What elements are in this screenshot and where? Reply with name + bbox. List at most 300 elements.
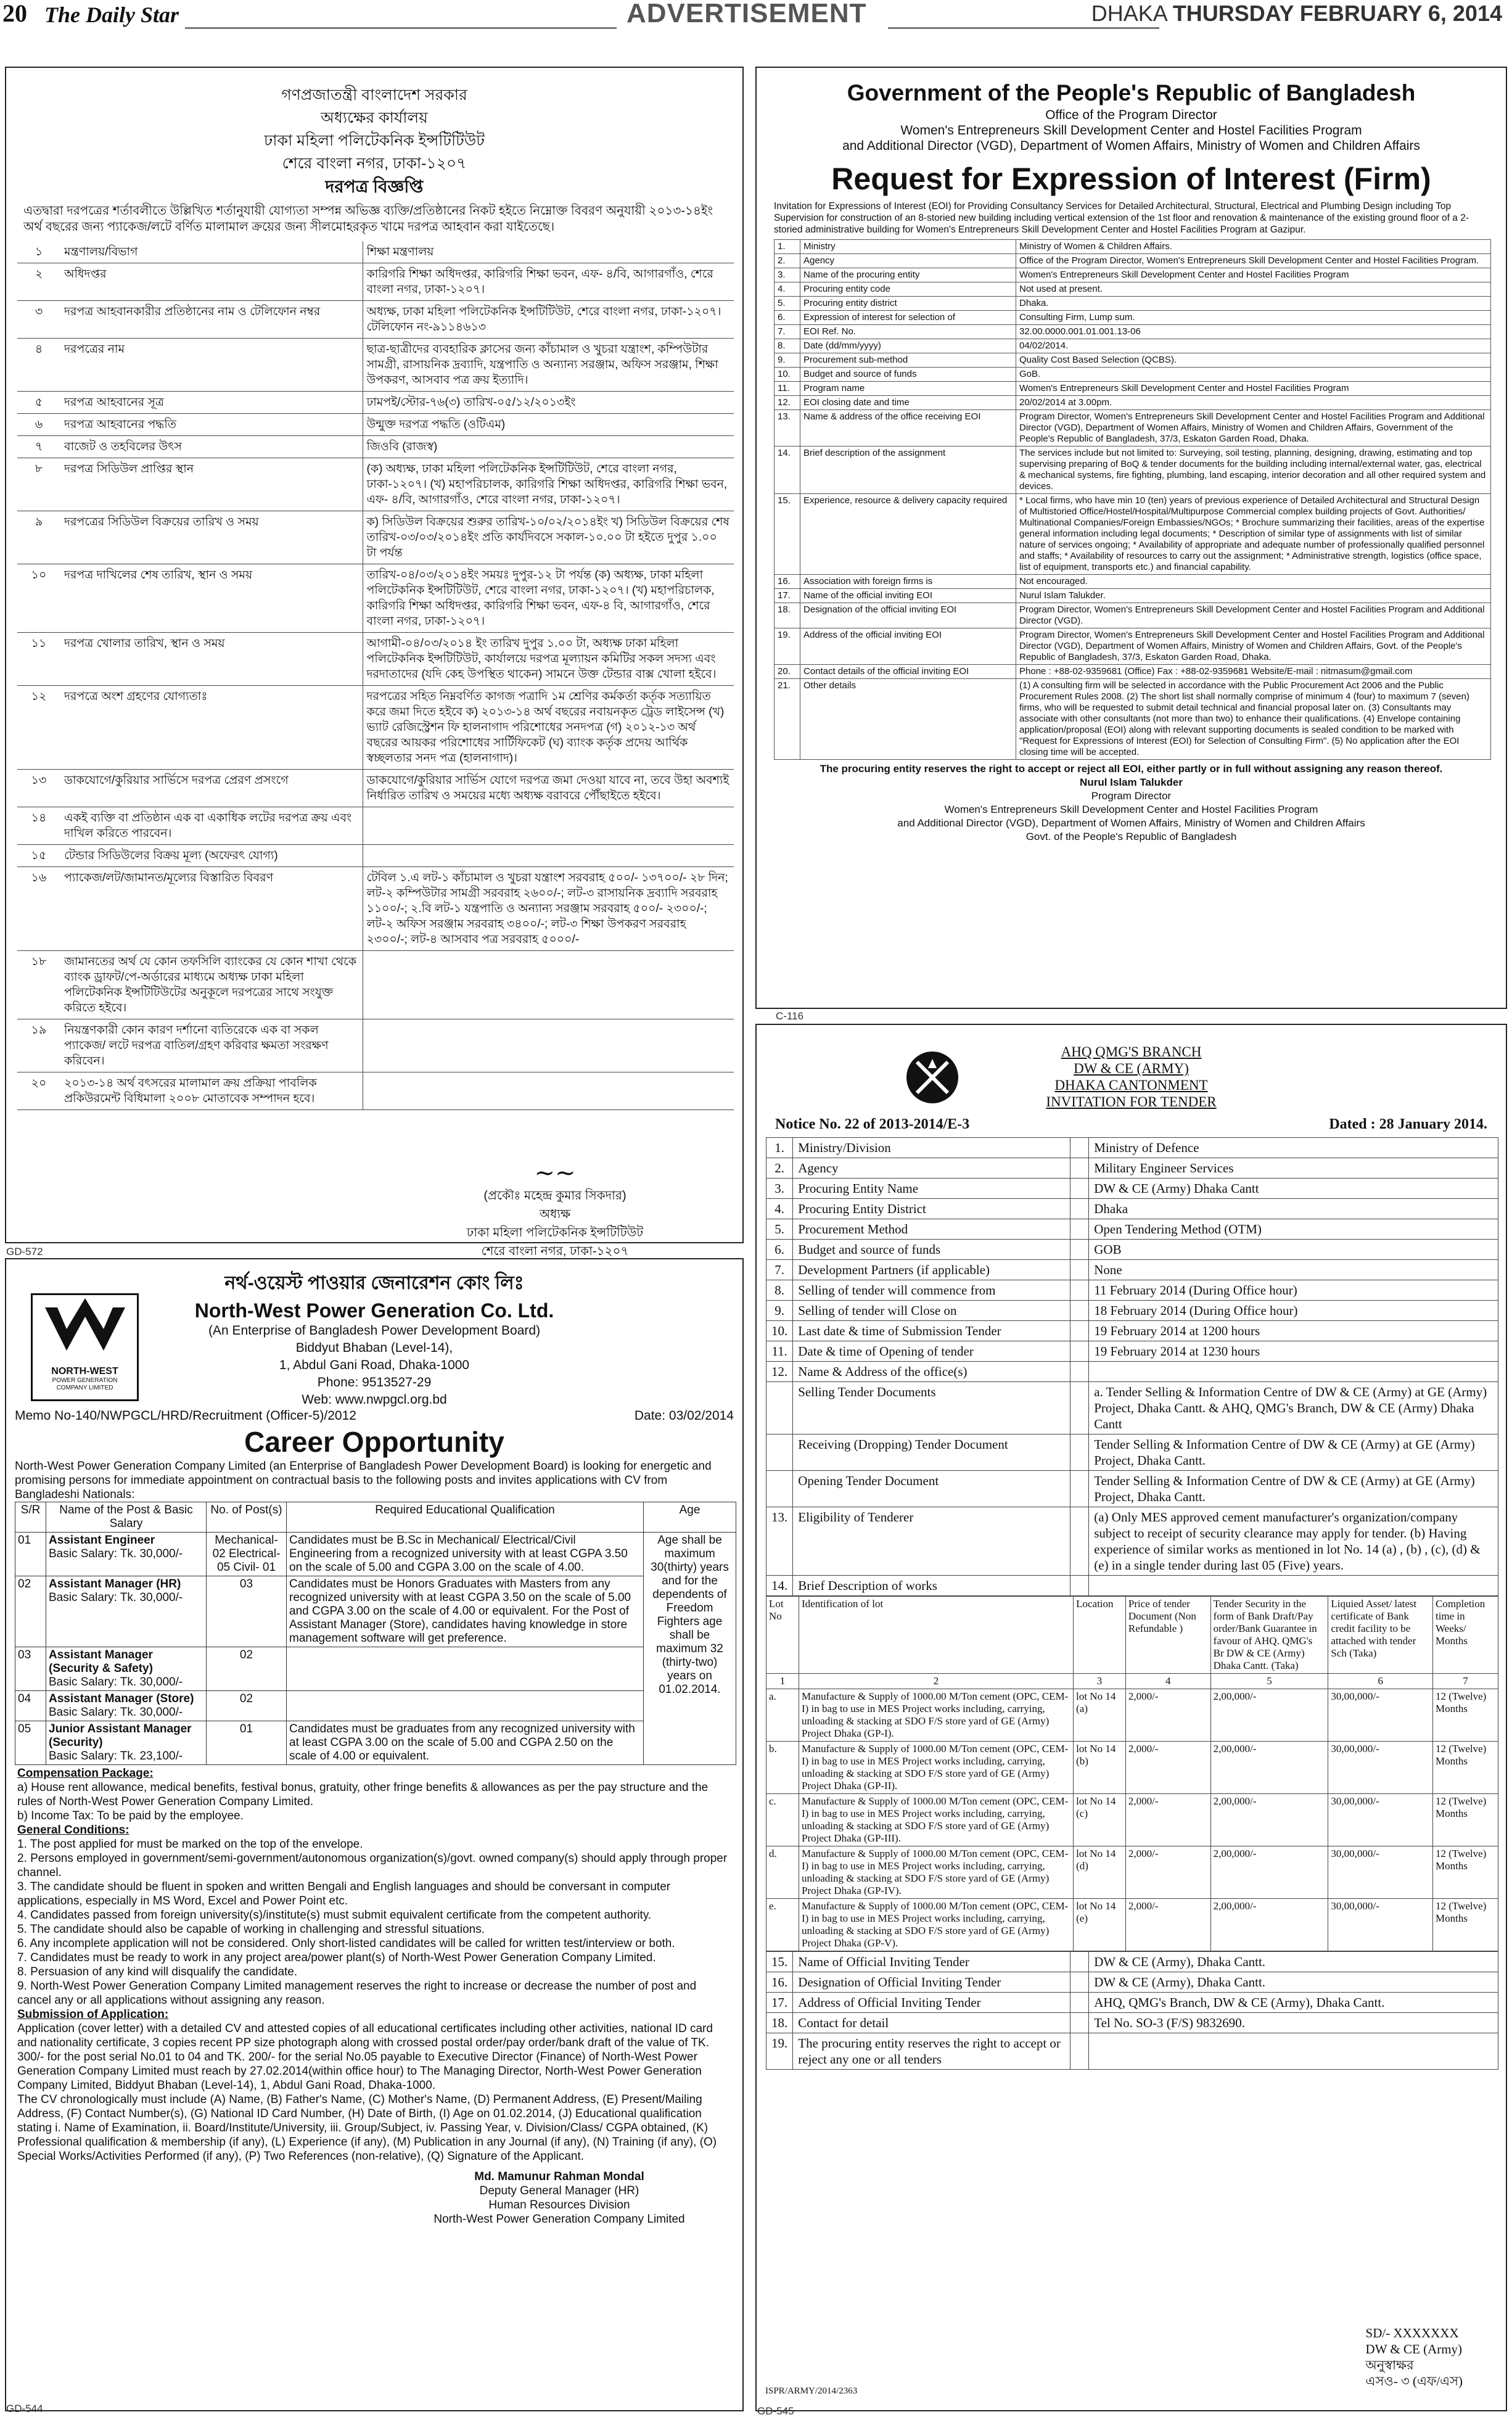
row-value: কারিগরি শিক্ষা অধিদপ্তর, কারিগরি শিক্ষা ভবন, এফ- ৪/বি, আগারগাঁও, শেরে বাংলা নগর, ঢাকা-১২০৭। bbox=[363, 263, 734, 301]
row-value: 20/02/2014 at 3.00pm. bbox=[1016, 396, 1491, 410]
row-number: 15. bbox=[766, 1952, 793, 1972]
row-number: 16. bbox=[766, 1972, 793, 1993]
eoi-intro: Invitation for Expressions of Interest (EOI) for Providing Consultancy Services for Detailed Architectural, Structural, Electrical and Plumbing Design including Top Supervision for construction of an 8-storied new building including vertical extension of the 1st floor and renovation & maintenance of the existing ground floor of a 2-storied administrative building for Women's Entrepreneurs Skill Development Center and Hostel Facilities Program at Gazipur. bbox=[774, 201, 1469, 235]
lot-id: c. bbox=[766, 1794, 799, 1846]
lot-row bbox=[766, 1899, 1498, 1951]
row-colon bbox=[1070, 1434, 1089, 1471]
row-label: Address of Official Inviting Tender bbox=[793, 1993, 1070, 2013]
row-value bbox=[363, 951, 734, 1019]
army-header: AHQ QMG'S BRANCH DW & CE (ARMY) DHAKA CANTONMENT INVITATION FOR TENDER bbox=[1046, 1044, 1217, 1109]
row-value: Tel No. SO-3 (F/S) 9832690. bbox=[1089, 2013, 1498, 2033]
page-number: 20 bbox=[2, 0, 27, 27]
row-number: 12. bbox=[774, 396, 800, 410]
post-salary: Basic Salary: Tk. 30,000/- bbox=[49, 1676, 183, 1689]
lot-liq: 30,00,000/- bbox=[1328, 1846, 1433, 1899]
row-value bbox=[363, 807, 734, 845]
row-label: Agency bbox=[793, 1158, 1070, 1179]
lot-col-number: 5 bbox=[1210, 1674, 1328, 1689]
lot-loc: lot No 14 (a) bbox=[1074, 1689, 1126, 1742]
lot-price: 2,000/- bbox=[1125, 1689, 1210, 1742]
post-salary: Basic Salary: Tk. 30,000/- bbox=[49, 1591, 183, 1604]
row-label: দরপত্রের সিডিউল বিক্রয়ের তারিখ ও সময় bbox=[60, 511, 363, 564]
lot-sec: 2,00,000/- bbox=[1210, 1794, 1328, 1846]
row-value: Program Director, Women's Entrepreneurs Skill Development Center and Hostel Facilities Program and Additional Director (VGD), Department of Women Affairs, Ministry of Women and Children Affairs, Govt. of the People's Republic of Bangladesh, 37/3, Eskaton Garden Road, Dhaka. bbox=[1016, 628, 1491, 665]
post-salary: Basic Salary: Tk. 23,100/- bbox=[49, 1750, 183, 1763]
nwpgcl-logo bbox=[31, 1293, 139, 1401]
post-sr: 04 bbox=[15, 1691, 46, 1721]
post-row bbox=[15, 1691, 736, 1721]
nw-body: Compensation Package: a) House rent allowance, medical benefits, festival bonus, gratuity, other fringe benefits & allowances as per the pay structure and the rules of North-West Power Generation Company Limited. b) Income Tax: To be paid by the employee. General Conditions: 1. The post applied for must be marked on the top of the envelope. 2. Persons employed in government/semi-government/autonomous organization(s)/govt. owned company(s) should apply through proper channel. 3. The candidate should be fluent in spoken and written Bengali and English languages and should be conversant in computer applications, especially in MS Word, Excel and Power Point etc. 4. Candidates passed from foreign university(s)/institute(s) must submit equivalent certificate from the competent authority. 5. The candidate should also be capable of working in challenging and stressful situations. 6. Any incomplete application will not be considered. Only short-listed candidates will be called for written test/interview or both. 7. Candidates must be ready to work in any project area/power plant(s) of North-West Power Generation Company Limited. 8. Persuasion of any kind will disqualify the candidate. 9. North-West Power Generation Company Limited management reserves the right to increase or decrease the number of post and cancel any or all applications without assigning any reason. Submission of Application: Application (cover letter) with a detailed CV and attested copies of all educational certificates including other activities, national ID card and nationality certificate, 3 copies recent PP size photograph along with crossed postal order/pay order/bank draft of the value of TK. 300/- for the post serial No.01 to 04 and TK. 200/- for the serial No.05 payable to Executive Director (Finance) of North-West Power Generation Company Limited must reach by 27.02.2014(within office hour) to The Managing Director, North-West Power Generation Company Limited, Biddyut Bhaban (Level-14), 1, Abdul Gani Road, Dhaka-1000. The CV chronologically must include (A) Name, (B) Father's Name, (C) Mother's Name, (D) Permanent Address, (E) Present/Mailing Address, (F) Contact Number(s), (G) National ID Card Number, (H) Date of Birth, (I) Age on 01.02.2014, (J) Educational qualification stating i. Name of Examination, ii. Board/Institute/University, iii. Group/Subject, iv. Passing Year, v. Division/Class/ CGPA obtained, (K) Professional qualification & membership (if any), (L) Experience (if any), (M) Publication in any Journal (if any), (N) Training (if any), (O) Special Works/Activities Performed (if any), (P) Two References (non-relative), (Q) Signature of the Applicant. Md. Mamunur Rahman Mondal Deputy General Manager (HR) Human Resources Division North-West Power Generation Company Limited bbox=[6, 1765, 742, 2228]
lot-time: 12 (Twelve) Months bbox=[1432, 1742, 1498, 1794]
army-notice: Notice No. 22 of 2013-2014/E-3 Dated : 28 January 2014. bbox=[775, 1116, 1487, 1132]
table-row bbox=[17, 845, 734, 867]
post-name bbox=[46, 1691, 207, 1721]
newspaper-name: The Daily Star bbox=[44, 2, 179, 27]
nw-memo: Memo No-140/NWPGCL/HRD/Recruitment (Officer-5)/2012 Date: 03/02/2014 bbox=[15, 1409, 734, 1423]
row-value: AHQ, QMG's Branch, DW & CE (Army), Dhaka Cantt. bbox=[1089, 1993, 1498, 2013]
row-label: টেন্ডার সিডিউলের বিক্রয় মূল্য (অফেরৎ যোগ্য) bbox=[60, 845, 363, 867]
row-label: দরপত্র দাখিলের শেষ তারিখ, স্থান ও সময় bbox=[60, 564, 363, 633]
lot-desc: Manufacture & Supply of 1000.00 M/Ton cement (OPC, CEM-I) in bag to use in MES Project works including, carrying, unloading & stacking at SDO F/S store yard of GE (Army) Project Dhaka (GP-V). bbox=[799, 1899, 1073, 1951]
lot-price: 2,000/- bbox=[1125, 1742, 1210, 1794]
row-number: ৫ bbox=[17, 392, 60, 414]
cond-item: 5. The candidate should also be capable of working in challenging and stressful situations. bbox=[17, 1923, 485, 1936]
lot-col-number: 2 bbox=[799, 1674, 1073, 1689]
eoi-signer: Nurul Islam Talukder bbox=[1080, 776, 1183, 788]
row-colon bbox=[1070, 1199, 1089, 1219]
row-label: Brief Description of works bbox=[793, 1576, 1070, 1596]
nw-memo-date: Date: 03/02/2014 bbox=[634, 1409, 734, 1423]
lot-col-number: 1 bbox=[766, 1674, 799, 1689]
row-number: 10. bbox=[774, 368, 800, 382]
row-value: তারিখ-০৪/০৩/২০১৪ইং সময়ঃ দুপুর-১২ টা পর্যন্ত (ক) অধ্যক্ষ, ঢাকা মহিলা পলিটেকনিক ইন্সটিটিউট, শেরে বাংলা নগর, ঢাকা-১২০৭। (খ) মহাপরিচালক, কারিগরি শিক্ষা অধিদপ্তর, কারিগরি শিক্ষা ভবন, এফ-৪ বি, আগারগাঁও, শেরে বাংলা নগর, ঢাকা-১২০৭। bbox=[363, 564, 734, 633]
row-label: Procuring Entity Name bbox=[793, 1179, 1070, 1199]
row-value: Dhaka bbox=[1089, 1199, 1498, 1219]
post-sr: 05 bbox=[15, 1721, 46, 1765]
col-header: Name of the Post & Basic Salary bbox=[46, 1502, 207, 1533]
row-number: ৯ bbox=[17, 511, 60, 564]
table-row bbox=[766, 1341, 1498, 1362]
table-row bbox=[766, 2013, 1498, 2033]
row-number: ১৫ bbox=[17, 845, 60, 867]
table-row bbox=[766, 1972, 1498, 1993]
eoi-sub: Women's Entrepreneurs Skill Development Center and Hostel Facilities Program bbox=[900, 123, 1362, 138]
table-row bbox=[774, 628, 1491, 665]
row-number: 20. bbox=[774, 665, 800, 679]
table-row bbox=[766, 1301, 1498, 1321]
row-number: 18. bbox=[766, 2013, 793, 2033]
row-number: 6. bbox=[766, 1240, 793, 1260]
table-row bbox=[17, 339, 734, 392]
lot-col-header: Price of tender Document (Non Refundable ) bbox=[1125, 1597, 1210, 1674]
row-label: Budget and source of funds bbox=[800, 368, 1016, 382]
row-number: 12. bbox=[766, 1362, 793, 1382]
eoi-sign-line: Women's Entrepreneurs Skill Development Center and Hostel Facilities Program bbox=[944, 804, 1318, 815]
row-colon bbox=[1070, 1138, 1089, 1158]
career-heading: Career Opportunity bbox=[244, 1426, 504, 1458]
row-colon bbox=[1070, 1471, 1089, 1507]
lot-time: 12 (Twelve) Months bbox=[1432, 1846, 1498, 1899]
row-number: ৪ bbox=[17, 339, 60, 392]
cond-item: 4. Candidates passed from foreign university(s)/institute(s) must submit equivalent certificate from the competent authority. bbox=[17, 1909, 652, 1922]
row-number: ১০ bbox=[17, 564, 60, 633]
eoi-sub: Office of the Program Director bbox=[1045, 108, 1217, 122]
lot-desc: Manufacture & Supply of 1000.00 M/Ton cement (OPC, CEM-I) in bag to use in MES Project works including, carrying, unloading & stacking at SDO F/S store yard of GE (Army) Project Dhaka (GP-II). bbox=[799, 1742, 1073, 1794]
row-number: ১৯ bbox=[17, 1019, 60, 1072]
post-qualification bbox=[287, 1691, 644, 1721]
lot-col-header: Lot No bbox=[766, 1597, 799, 1674]
row-colon bbox=[1070, 2013, 1089, 2033]
row-number: 4. bbox=[766, 1199, 793, 1219]
row-number: 9. bbox=[774, 353, 800, 368]
row-value: ছাত্র-ছাত্রীদের ব্যবহারিক ক্লাসের জন্য কাঁচামাল ও খুচরা যন্ত্রাংশ, কম্পিউটার সামগ্রী, রাসায়নিক দ্রব্যাদি, যন্ত্রপাতি ও অন্যান্য সরঞ্জাম, অফিস সরঞ্জাম, শিক্ষা উপকরণ, আসবাব পত্র ক্রয় ইত্যাদি। bbox=[363, 339, 734, 392]
row-label: Last date & time of Submission Tender bbox=[793, 1321, 1070, 1341]
lot-row bbox=[766, 1742, 1498, 1794]
row-number: 5. bbox=[774, 297, 800, 311]
table-row bbox=[774, 410, 1491, 447]
row-label: Brief description of the assignment bbox=[800, 447, 1016, 494]
bn-signature: ~~ (প্রকৌঃ মহেন্দ্র কুমার সিকদার) অধ্যক্ষ ঢাকা মহিলা পলিটেকনিক ইন্সটিটিউট শেরে বাংলা নগর, ঢাকা-১২০৭ bbox=[401, 1159, 709, 1261]
row-value: Office of the Program Director, Women's Entrepreneurs Skill Development Center and Hostel Facilities Program. bbox=[1016, 254, 1491, 268]
row-number: 17. bbox=[766, 1993, 793, 2013]
nw-signature: Md. Mamunur Rahman Mondal Deputy General Manager (HR) Human Resources Division North-West Power Generation Company Limited bbox=[433, 2170, 685, 2226]
row-value: Open Tendering Method (OTM) bbox=[1089, 1219, 1498, 1240]
table-row bbox=[774, 311, 1491, 325]
row-label: ডাকযোগে/কুরিয়ার সার্ভিসে দরপত্র প্রেরণ প্রসংগে bbox=[60, 770, 363, 807]
lot-liq: 30,00,000/- bbox=[1328, 1742, 1433, 1794]
col-header: No. of Post(s) bbox=[207, 1502, 287, 1533]
row-value: DW & CE (Army), Dhaka Cantt. bbox=[1089, 1972, 1498, 1993]
row-label: দরপত্র আহবানের পদ্ধতি bbox=[60, 414, 363, 436]
table-row bbox=[774, 575, 1491, 589]
row-number: 18. bbox=[774, 603, 800, 628]
comp-item: b) Income Tax: To be paid by the employee. bbox=[17, 1809, 244, 1822]
row-number: 13. bbox=[774, 410, 800, 447]
row-value: (1) A consulting firm will be selected in accordance with the Public Procurement Act 2006 and the Public Procurement Rules 2008. (2) The short list shall normally comprise of minimum 4 (four) to maximum 7 (seven) firms, who will be requested to submit detail technical and financial proposal later on. (3) Consultants may associate with other consultants (not more than two) to enhance their qualifications. (4) Envelope containing application/proposal (EOI) along with relevant supporting documents is sealed condition to be marked with "Request for Expressions of Interest (EOI) for Selection of Consulting Firm". (5) No application after the EOI closing time will be accepted. bbox=[1016, 679, 1491, 760]
row-label: দরপত্রের নাম bbox=[60, 339, 363, 392]
row-number: 8. bbox=[766, 1280, 793, 1301]
post-salary: Basic Salary: Tk. 30,000/- bbox=[49, 1547, 183, 1560]
row-label: Experience, resource & delivery capacity required bbox=[800, 494, 1016, 575]
row-value bbox=[363, 1072, 734, 1110]
post-name bbox=[46, 1533, 207, 1576]
table-row bbox=[766, 1158, 1498, 1179]
lot-time: 12 (Twelve) Months bbox=[1432, 1689, 1498, 1742]
row-label: Designation of the official inviting EOI bbox=[800, 603, 1016, 628]
table-row bbox=[17, 1019, 734, 1072]
lot-id: e. bbox=[766, 1899, 799, 1951]
row-label: অধিদপ্তর bbox=[60, 263, 363, 301]
table-row bbox=[17, 1072, 734, 1110]
row-label: Eligibility of Tenderer bbox=[793, 1507, 1070, 1576]
post-count: Mechanical- 02 Electrical- 05 Civil- 01 bbox=[207, 1533, 287, 1576]
row-value: Military Engineer Services bbox=[1089, 1158, 1498, 1179]
row-colon bbox=[1070, 1158, 1089, 1179]
table-row bbox=[17, 301, 734, 339]
row-number: 21. bbox=[774, 679, 800, 760]
row-number: 3. bbox=[774, 268, 800, 282]
row-label: EOI Ref. No. bbox=[800, 325, 1016, 339]
row-number: 16. bbox=[774, 575, 800, 589]
army-table-2 bbox=[766, 1951, 1498, 2070]
row-label: Name of Official Inviting Tender bbox=[793, 1952, 1070, 1972]
row-value: Dhaka. bbox=[1016, 297, 1491, 311]
row-label: The procuring entity reserves the right to accept or reject any one or all tenders bbox=[793, 2033, 1070, 2070]
row-value: GoB. bbox=[1016, 368, 1491, 382]
table-row bbox=[17, 807, 734, 845]
lot-table bbox=[766, 1596, 1498, 1951]
table-row bbox=[17, 564, 734, 633]
row-number: 15. bbox=[774, 494, 800, 575]
table-row bbox=[17, 511, 734, 564]
table-row bbox=[17, 867, 734, 951]
row-colon bbox=[1070, 1341, 1089, 1362]
table-row bbox=[774, 494, 1491, 575]
table-row bbox=[766, 1362, 1498, 1382]
row-value: Program Director, Women's Entrepreneurs Skill Development Center and Hostel Facilities Program and Additional Director (VGD). bbox=[1016, 603, 1491, 628]
row-colon bbox=[1070, 1219, 1089, 1240]
row-label: Date (dd/mm/yyyy) bbox=[800, 339, 1016, 353]
row-colon bbox=[1070, 1993, 1089, 2013]
table-row bbox=[766, 1507, 1498, 1576]
row-value: The services include but not limited to: Surveying, soil testing, planning, designing, drawing, estimating and top supervising preparing of BoQ & tender documents for the building including internal/external water, gas, electrical & mechanical systems, fire fighting, plumbing, land escaping, interior decoration and all other required system and devices. bbox=[1016, 447, 1491, 494]
lot-id: b. bbox=[766, 1742, 799, 1794]
nw-address: Biddyut Bhaban (Level-14), bbox=[295, 1341, 453, 1355]
row-value bbox=[1089, 1362, 1498, 1382]
row-number: 1. bbox=[766, 1138, 793, 1158]
row-number: 14. bbox=[774, 447, 800, 494]
lightning-w-icon bbox=[33, 1295, 137, 1363]
row-label: একই ব্যক্তি বা প্রতিষ্ঠান এক বা একাধিক লটের দরপত্র ক্রয় এবং দাখিল করিতে পারবেন। bbox=[60, 807, 363, 845]
eoi-table bbox=[774, 239, 1491, 760]
lot-id: a. bbox=[766, 1689, 799, 1742]
row-value: Program Director, Women's Entrepreneurs Skill Development Center and Hostel Facilities Program and Additional Director (VGD), Department of Women Affairs, Ministry of Women and Children Affairs, Government of the People's Republic of Bangladesh, 37/3, Eskaton Garden Road, Dhaka. bbox=[1016, 410, 1491, 447]
nw-intro: North-West Power Generation Company Limited (an Enterprise of Bangladesh Power Development Board) is looking for energetic and promising persons for immediate appointment on contractual basis to the following posts and invites applications with CV from Bangladeshi Nationals: bbox=[15, 1460, 712, 1501]
row-value: (a) Only MES approved cement manufacturer's organization/company subject to receipt of security clearance may apply for tender. (b) Having experience of similar works as mentioned in lot No. 14 (a) , (b) , (c), (d) & (e) in a single tender during last 05 (Five) years. bbox=[1089, 1507, 1498, 1576]
col-header: Required Educational Qualification bbox=[287, 1502, 644, 1533]
row-colon bbox=[1070, 2033, 1089, 2070]
lot-time: 12 (Twelve) Months bbox=[1432, 1899, 1498, 1951]
row-number: 5. bbox=[766, 1219, 793, 1240]
lot-desc: Manufacture & Supply of 1000.00 M/Ton cement (OPC, CEM-I) in bag to use in MES Project works including, carrying, unloading & stacking at SDO F/S store yard of GE (Army) Project Dhaka (GP-III). bbox=[799, 1794, 1073, 1846]
row-colon bbox=[1070, 1240, 1089, 1260]
nw-phone: Phone: 9513527-29 bbox=[317, 1375, 432, 1389]
table-row bbox=[766, 1240, 1498, 1260]
row-number bbox=[766, 1471, 793, 1507]
cond-item: 6. Any incomplete application will not be considered. Only short-listed candidates will be called for written test/interview or both. bbox=[17, 1937, 675, 1950]
table-row bbox=[17, 392, 734, 414]
row-label: প্যাকেজ/লট/জামানত/মূল্যের বিস্তারিত বিবরণ bbox=[60, 867, 363, 951]
army-tender-ad bbox=[755, 1024, 1507, 2411]
row-value: 11 February 2014 (During Office hour) bbox=[1089, 1280, 1498, 1301]
lot-liq: 30,00,000/- bbox=[1328, 1794, 1433, 1846]
lot-row bbox=[766, 1846, 1498, 1899]
lot-col-header: Identification of lot bbox=[799, 1597, 1073, 1674]
row-label: Ministry/Division bbox=[793, 1138, 1070, 1158]
row-label: বাজেট ও তহবিলের উৎস bbox=[60, 436, 363, 458]
row-colon bbox=[1070, 1260, 1089, 1280]
row-value: টেবিল ১.এ লট-১ কাঁচামাল ও খুচরা যন্ত্রাংশ সরবরাহ ৫০০/- ১৩৭০০/- ২৮ দিন; লট-২ কম্পিউটার সামগ্রী সরবরাহ ২৬০০/-; লট-৩ রাসায়নিক দ্রব্যাদি সরবরাহ ১১০০/-; ২.বি লট-১ যন্ত্রপাতি ও অন্যান্য সরঞ্জাম সরবরাহ ৫০০/- ২৩০০/-; লট-২ অফিস সরঞ্জাম সরবরাহ ৩৪০০/-; লট-৩ শিক্ষা উপকরণ সরবরাহ ২৩০০/-; লট-৪ আসবাব পত্র সরবরাহ ৫০০০/- bbox=[363, 867, 734, 951]
lot-col-header: Liquied Asset/ latest certificate of Bank credit facility to be attached with tender Sch (Taka) bbox=[1328, 1597, 1433, 1674]
col-header: Age bbox=[644, 1502, 736, 1533]
cond-item: 2. Persons employed in government/semi-government/autonomous organization(s)/govt. owned company(s) should apply through proper channel. bbox=[17, 1852, 728, 1879]
logo-text: COMPANY LIMITED bbox=[56, 1385, 113, 1391]
row-number: ২ bbox=[17, 263, 60, 301]
row-colon bbox=[1070, 1280, 1089, 1301]
table-row bbox=[774, 665, 1491, 679]
row-number: 7. bbox=[774, 325, 800, 339]
lot-time: 12 (Twelve) Months bbox=[1432, 1794, 1498, 1846]
lot-col-header: Completion time in Weeks/ Months bbox=[1432, 1597, 1498, 1674]
row-value: ডাকযোগে/কুরিয়ার সার্ভিস যোগে দরপত্র জমা দেওয়া যাবে না, তবে উহা অবশ্যই নির্ধারিত তারিখ ও সময়ের মধ্যে অধ্যক্ষ বরাবরে পৌঁছাইতে হইবে। bbox=[363, 770, 734, 807]
row-value: 04/02/2014. bbox=[1016, 339, 1491, 353]
row-value: শিক্ষা মন্ত্রণালয় bbox=[363, 241, 734, 263]
row-label: মন্ত্রণালয়/বিভাগ bbox=[60, 241, 363, 263]
eoi-sign-line: Govt. of the People's Republic of Bangladesh bbox=[1025, 831, 1237, 842]
row-label: নিয়ন্ত্রণকারী কোন কারণ দর্শানো ব্যতিরেকে এক বা সকল প্যাকেজ/ লটে দরপত্র বাতিল/গ্রহণ করিবার ক্ষমতা সংরক্ষণ করিবেন। bbox=[60, 1019, 363, 1072]
post-title: Assistant Manager (HR) bbox=[49, 1578, 181, 1591]
post-row bbox=[15, 1647, 736, 1691]
post-name bbox=[46, 1647, 207, 1691]
post-salary: Basic Salary: Tk. 30,000/- bbox=[49, 1706, 183, 1719]
row-value bbox=[363, 1019, 734, 1072]
post-title: Assistant Engineer bbox=[49, 1534, 155, 1547]
issue-date: DHAKA THURSDAY FEBRUARY 6, 2014 bbox=[1091, 1, 1502, 26]
post-sr: 01 bbox=[15, 1533, 46, 1576]
row-label: Opening Tender Document bbox=[793, 1471, 1070, 1507]
lot-col-header: Tender Security in the form of Bank Draft/Pay order/Bank Guarantee in favour of AHQ. QMG's Br DW & CE (Army) Dhaka Cantt. (Taka) bbox=[1210, 1597, 1328, 1674]
army-signature: SD/- XXXXXXX DW & CE (Army) অনুস্বাক্ষর এসও- ৩ (এফ/এস) bbox=[1365, 2326, 1463, 2389]
nw-web[interactable]: Web: www.nwpgcl.org.bd bbox=[302, 1393, 447, 1407]
row-value: (ক) অধ্যক্ষ, ঢাকা মহিলা পলিটেকনিক ইন্সটিটিউট, শেরে বাংলা নগর, ঢাকা-১২০৭। (খ) মহাপরিচালক, কারিগরি শিক্ষা অধিদপ্তর, কারিগরি শিক্ষা ভবন, এফ- ৪/বি, আগারগাঁও, শেরে বাংলা নগর, ঢাকা-১২০৭। bbox=[363, 458, 734, 511]
table-row bbox=[774, 447, 1491, 494]
row-number: 14. bbox=[766, 1576, 793, 1596]
lot-loc: lot No 14 (c) bbox=[1074, 1794, 1126, 1846]
lot-liq: 30,00,000/- bbox=[1328, 1899, 1433, 1951]
table-row bbox=[766, 1280, 1498, 1301]
cond-item: 3. The candidate should be fluent in spoken and written Bengali and English languages and should be conversant in computer applications, especially in MS Word, Excel and Power Point etc. bbox=[17, 1880, 671, 1908]
row-value: Not used at present. bbox=[1016, 282, 1491, 297]
table-row bbox=[774, 240, 1491, 254]
row-colon bbox=[1070, 1972, 1089, 1993]
row-number bbox=[766, 1382, 793, 1434]
table-row bbox=[17, 770, 734, 807]
ispr-code: ISPR/ARMY/2014/2363 bbox=[765, 2386, 858, 2396]
row-number: 19. bbox=[774, 628, 800, 665]
row-value: উন্মুক্ত দরপত্র পদ্ধতি (ওটিএম) bbox=[363, 414, 734, 436]
row-value: DW & CE (Army), Dhaka Cantt. bbox=[1089, 1952, 1498, 1972]
row-number: 13. bbox=[766, 1507, 793, 1576]
row-colon bbox=[1070, 1952, 1089, 1972]
row-label: Other details bbox=[800, 679, 1016, 760]
table-row bbox=[774, 325, 1491, 339]
post-count: 02 bbox=[207, 1647, 287, 1691]
row-label: EOI closing date and time bbox=[800, 396, 1016, 410]
row-label: দরপত্র সিডিউল প্রাপ্তির স্থান bbox=[60, 458, 363, 511]
eoi-heading: Request for Expression of Interest (Firm) bbox=[831, 162, 1431, 196]
row-label: Procuring Entity District bbox=[793, 1199, 1070, 1219]
row-value: অধ্যক্ষ, ঢাকা মহিলা পলিটেকনিক ইন্সটিটিউট, শেরে বাংলা নগর, ঢাকা-১২০৭। টেলিফোন নং-৯১১৪৬১৩ bbox=[363, 301, 734, 339]
row-value: Women's Entrepreneurs Skill Development Center and Hostel Facilities Program bbox=[1016, 382, 1491, 396]
nw-address: 1, Abdul Gani Road, Dhaka-1000 bbox=[279, 1358, 470, 1372]
row-value: 19 February 2014 at 1230 hours bbox=[1089, 1341, 1498, 1362]
row-label: Name of the procuring entity bbox=[800, 268, 1016, 282]
ad-code: GD-572 bbox=[6, 1246, 43, 1257]
row-number: ৮ bbox=[17, 458, 60, 511]
row-number: ৬ bbox=[17, 414, 60, 436]
row-number: 1. bbox=[774, 240, 800, 254]
row-label: ২০১৩-১৪ অর্থ বৎসরের মালামাল ক্রয় প্রক্রিয়া পাবলিক প্রকিউরমেন্ট বিধিমালা ২০০৮ মোতাবেক সম্পাদন হবে। bbox=[60, 1072, 363, 1110]
table-row bbox=[17, 951, 734, 1019]
masthead-rule-right bbox=[888, 27, 1159, 29]
masthead-rule-left bbox=[185, 27, 617, 29]
row-colon bbox=[1070, 1507, 1089, 1576]
row-label: Name & address of the office receiving EOI bbox=[800, 410, 1016, 447]
lot-loc: lot No 14 (b) bbox=[1074, 1742, 1126, 1794]
section-title: ADVERTISEMENT bbox=[627, 0, 867, 28]
table-row bbox=[774, 396, 1491, 410]
table-row bbox=[766, 2033, 1498, 2070]
row-value: Not encouraged. bbox=[1016, 575, 1491, 589]
row-number bbox=[766, 1434, 793, 1471]
table-row bbox=[766, 1321, 1498, 1341]
table-row bbox=[17, 436, 734, 458]
row-number: 11. bbox=[766, 1341, 793, 1362]
post-sr: 02 bbox=[15, 1576, 46, 1647]
row-colon bbox=[1070, 1382, 1089, 1434]
row-label: দরপত্র আহবানকারীর প্রতিষ্ঠানের নাম ও টেলিফোন নম্বর bbox=[60, 301, 363, 339]
row-label: Contact for detail bbox=[793, 2013, 1070, 2033]
cv-text: The CV chronologically must include (A) Name, (B) Father's Name, (C) Mother's Name, (D) Permanent Address, (E) Present/Mailing Address, (F) Contact Number(s), (G) National ID Card Number, (H) Date of Birth, (I) Age on 01.02.2014, (J) Educational qualification stating i. Name of Examination, ii. Board/Institute/University, iii. Group/Subject, iv. Passing Year, v. Division/Class/ CGPA obtained, (K) Professional qualification & membership (if any), (L) Experience (if any), (M) Publication in any Journal (if any), (N) Training (if any), (O) Special Works/Activities Performed (if any), (P) Two References (non-relative), (Q) Signature of the Applicant. bbox=[17, 2093, 717, 2163]
lot-col-number: 3 bbox=[1074, 1674, 1126, 1689]
post-sr: 03 bbox=[15, 1647, 46, 1691]
table-row bbox=[774, 679, 1491, 760]
row-number: ১৩ bbox=[17, 770, 60, 807]
lot-row bbox=[766, 1794, 1498, 1846]
row-label: দরপত্র খোলার তারিখ, স্থান ও সময় bbox=[60, 633, 363, 686]
row-number: ১৬ bbox=[17, 867, 60, 951]
masthead bbox=[0, 0, 1512, 35]
row-label: Receiving (Dropping) Tender Document bbox=[793, 1434, 1070, 1471]
table-row bbox=[766, 1471, 1498, 1507]
row-value: দরপত্রের সহিত নিম্নবর্ণিত কাগজ পত্রাদি ১ম শ্রেণির কর্মকর্তা কর্তৃক সত্যায়িত করে জমা দিতে হইবে ক) ২০১৩-১৪ অর্থ বছরের নবায়নকৃত ট্রেড লাইসেন্স (খ) ভ্যাট রেজিস্ট্রেশন ফি হালনাগাদ পরিশোধের সনদপত্র (গ) ২০১২-১৩ অর্থ বছরের আয়কর পরিশোধের সার্টিফিকেট (ঘ) ব্যাংক কর্তৃক প্রদেয় আর্থিক স্বচ্ছলতার সনদ পত্র (হালনাগাদ)। bbox=[363, 686, 734, 770]
cond-item: 7. Candidates must be ready to work in any project area/power plant(s) of North-West Power Generation Company Limited. bbox=[17, 1951, 656, 1964]
bn-header: গণপ্রজাতন্ত্রী বাংলাদেশ সরকার অধ্যক্ষের কার্যালয় ঢাকা মহিলা পলিটেকনিক ইন্সটিটিউট শেরে বাংলা নগর, ঢাকা-১২০৭ দরপত্র বিজ্ঞপ্তি bbox=[6, 84, 742, 198]
lot-id: d. bbox=[766, 1846, 799, 1899]
row-number: 2. bbox=[766, 1158, 793, 1179]
row-value: Tender Selling & Information Centre of DW & CE (Army) at GE (Army) Project, Dhaka Cantt. bbox=[1089, 1471, 1498, 1507]
row-number: 10. bbox=[766, 1321, 793, 1341]
row-label: Budget and source of funds bbox=[793, 1240, 1070, 1260]
row-colon bbox=[1070, 1301, 1089, 1321]
nw-name: North-West Power Generation Co. Ltd. bbox=[194, 1299, 554, 1322]
row-label: জামানতের অর্থ যে কোন তফসিলি ব্যাংকের যে কোন শাখা থেকে ব্যাংক ড্রাফট/পে-অর্ডারের মাধ্যমে অধ্যক্ষ ঢাকা মহিলা পলিটেকনিক ইন্সটিটিউটের অনুকূলে দরপত্রের সাথে সংযুক্ত করিতে হইবে। bbox=[60, 951, 363, 1019]
row-label: Ministry bbox=[800, 240, 1016, 254]
table-row bbox=[17, 414, 734, 436]
cond-item: 9. North-West Power Generation Company Limited management reserves the right to increase or decrease the number of post and cancel any or all applications without assigning any reason. bbox=[17, 1980, 697, 2007]
row-value: Quality Cost Based Selection (QCBS). bbox=[1016, 353, 1491, 368]
lot-sec: 2,00,000/- bbox=[1210, 1742, 1328, 1794]
row-number: ৭ bbox=[17, 436, 60, 458]
row-value: 18 February 2014 (During Office hour) bbox=[1089, 1301, 1498, 1321]
row-label: Selling of tender will Close on bbox=[793, 1301, 1070, 1321]
row-label: Procurement Method bbox=[793, 1219, 1070, 1240]
row-value: DW & CE (Army) Dhaka Cantt bbox=[1089, 1179, 1498, 1199]
row-number: 2. bbox=[774, 254, 800, 268]
army-table bbox=[766, 1137, 1498, 1596]
row-label: Date & time of Opening of tender bbox=[793, 1341, 1070, 1362]
row-number: 9. bbox=[766, 1301, 793, 1321]
